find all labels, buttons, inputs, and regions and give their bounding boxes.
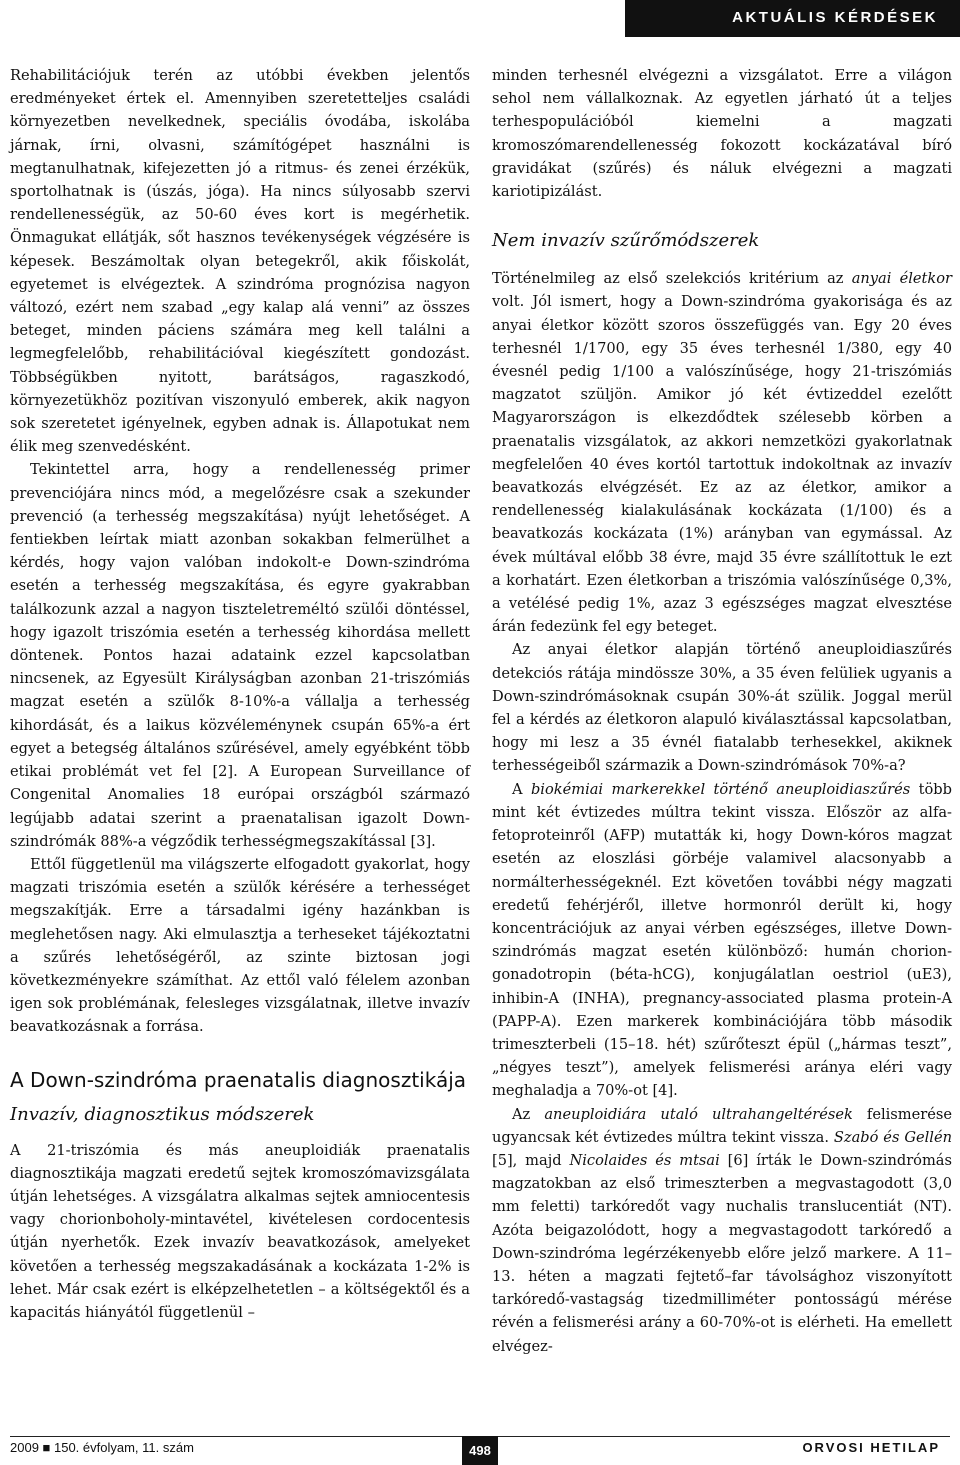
paragraph — [492, 1103, 952, 1358]
section-label: AKTUÁLIS KÉRDÉSEK — [732, 9, 938, 26]
text-run: több mint két évtizedes múltra tekint vissza. Először az alfa-fetoproteinről (AFP) mutatták ki, hogy Down-kóros magzat esetén az eloszlási görbéje valamivel alacsonyabb a normálterhességeknél. Ezt követően további négy magzati eredetű fehérjéről, illetve hormonról derült ki, hogy koncentrációjuk az anyai vérben egészséges, illetve Down-szindrómás magzat esetén különböző: humán chorion-gonadotropin (béta-hCG), konjugálatlan oestriol (uE3), inhibin-A (INHA), pregnancy-associated plasma protein-A (PAPP-A). Ezen markerek kombinációjára több második trimeszterbeli (15–18. hét) szűrőteszt épül („hármas teszt”, „négyes teszt”), amelyek felismerési aránya eléri vagy meghaladja a 70%-ot [4]. — [492, 780, 952, 1100]
paragraph — [492, 267, 952, 638]
text-run: A — [512, 780, 531, 798]
paragraph: Az anyai életkor alapján történő aneuploidiaszűrés detekciós rátája mindössze 30%, a 35 éven felüliek ugyanis a Down-szindrómásoknak csupán 30%-át szülik. Joggal merül fel a kérdés az életkoron alapuló kiválasztással kapcsolatban, hogy mi lesz a 35 évnél fiatalabb terhesekkel, akiknek terhességeiből származik a Down-szindrómások 70%-a? — [492, 641, 952, 775]
left-column — [10, 64, 470, 1324]
paragraph — [492, 778, 952, 1103]
issue-info: 2009 ■ 150. évfolyam, 11. szám — [10, 1440, 194, 1455]
paragraph: Tekintettel arra, hogy a rendellenesség primer prevenciójára nincs mód, a megelőzésre csak a szekunder prevenció (a terhesség megszakítása) nyújt lehetőséget. A fentiekben leírtak miatt azonban sokakban felmerülhet a kérdés, hogy vajon valóban indokolt-e Down-szindróma esetén a terhesség megszakítása, és egyre gyakrabban találkozunk azzal a nagyon tiszteletreméltó szülői döntéssel, hogy igazolt triszómia esetén a terhesség kihordása mellett döntenek. Pontos hazai adataink ezzel kapcsolatban nincsenek, az Egyesült Királyságban azonban 21-triszómiás magzat esetén a szülők 8-10%-a vállalja a terhesség kihordását, és a laikus közvéleménynek csupán 65%-a ért egyet a betegség általános szűrésével, amely egyébként több etikai problémát vet fel [2]. A European Surveillance of Congenital Anomalies 18 európai országból származó legújabb adatai szerint a praenatalisan igazolt Down-szindrómák 88%-a végződik terhességmegszakítással [3]. — [10, 461, 470, 850]
text-run: [5], majd — [492, 1151, 570, 1169]
paragraph: A 21-triszómia és más aneuploidiák praenatalis diagnosztikája magzati eredetű sejtek kromoszómavizsgálata útján lehetséges. A vizsgálatra alkalmas sejtek amniocentesis vagy chorionboholy-mintavétel, kivételesen cordocentesis útján nyerhetők. Ezek invazív beavatkozások, amelyeket követően a terhesség megszakadásának a kockázata 1-2% is lehet. Már csak ezért is elképzelhetetlen – a költségektől és a kapacitás hiányától függetlenül – — [10, 1141, 470, 1321]
section-heading: A Down-szindróma praenatalis diagnosztikája — [10, 1067, 467, 1092]
right-column — [492, 64, 952, 1358]
text-run: [6] írták le Down-szindrómás magzatokban az első trimeszterben a megvastagodott (3,0 mm feletti) tarkóredőt vagy nuchalis translucentiát (NT). Azóta beigazolódott, hogy a megvastagodott tarkóredő a Down-szindróma legérzékenyebb előre jelző markere. A 11–13. héten a magzati fejtető–far távolsághoz viszonyított tarkóredő-vastagság tizedmilliméter pontosságú mérése révén a felismerési arány a 60-70%-ot is elérheti. Ha emellett elvégez- — [492, 1151, 952, 1355]
subsection-heading: Nem invazív szűrőmódszerek — [492, 230, 760, 252]
text-run: volt. Jól ismert, hogy a Down-szindróma gyakorisága és az anyai életkor között szoros összefüggés van. Egy 20 éves terhesnél 1/1700, egy 35 éves terhesnél 1/380, egy 40 évesnél pedig 1/100 a valószínűsége, hogy 21-triszómiás magzatot szüljön. Amikor jó két évtizeddel ezelőtt Magyarországon is elkezdődtek szélesebb körben a praenatalis vizsgálatok, az akkori nemzetközi gyakorlatnak megfelelően 40 éves kortól tartottuk indokoltnak az invazív beavatkozás elvégzését. Ez az az életkor, amikor a rendellenesség kialakulásának kockázata (1/100) és a beavatkozás kockázata (1%) arányban van egymással. Az évek múltával előbb 38 évre, majd 35 évre szállítottuk le ezt a korhatárt. Ezen életkorban a triszómia valószínűsége 0,3%, a vetélésé pedig 1%, azaz 3 egészséges magzat elvesztése árán fedezünk fel egy beteget. — [492, 293, 952, 636]
paragraph: Rehabilitációjuk terén az utóbbi években jelentős eredményeket értek el. Amennyiben szeretetteljes családi környezetben nevelkednek, speciális óvodába, iskolába járnak, írni, olvasni, számítógépet használni is megtanulhatnak, kifejezetten jó a ritmus- és zenei érzékük, sportolhatnak is (úszás, jóga). Ha nincs súlyosabb szervi rendellenességük, az 50-60 éves kort is megérhetik. Önmagukat ellátják, sőt hasznos tevékenységek végzésére is képesek. Beszámoltak olyan betegekről, akik főiskolát, egyetemet is elvégeztek. A szindróma prognózisa nagyon változó, ezért nem szabad „egy kalap alá venni” az összes beteget, minden páciens számára meg kell találni a legmegfelelőbb, rehabilitációval kiegészített gondozást. Többségükben nyitott, barátságos, ragaszkodó, környezetükhöz pozitívan viszonyuló emberek, akik nagyon sok szeretetet igényelnek, egyben adnak is. Állapotukat nem élik meg szenvedésként. — [10, 67, 470, 456]
paragraph: Ettől függetlenül ma világszerte elfogadott gyakorlat, hogy magzati triszómia esetén a szülők kérésére a terhességet megszakítják. Erre a társadalmi igény hazánkban is meglehetősen nagy. Aki elmulasztja a terheseket tájékoztatni a szűrés lehetőségéről, az szinte biztosan jogi következményekre számíthat. Az ettől való félelem azonban igen sok problémának, felesleges vizsgálatnak, illetve invazív beavatkozásnak a forrása. — [10, 855, 470, 1036]
emphasis: aneuploidiára utaló ultrahangeltérések — [544, 1105, 853, 1123]
subsection-heading: Invazív, diagnosztikus módszerek — [10, 1103, 315, 1125]
emphasis: Nicolaides és mtsai — [569, 1151, 720, 1169]
emphasis: anyai életkor — [851, 270, 952, 288]
text-run: Az — [512, 1105, 545, 1123]
paragraph: minden terhesnél elvégezni a vizsgálatot. Erre a világon sehol nem vállalkoznak. Az egyetlen járható út a teljes terhespopulációból kiemelni a magzati kromoszómarendellenesség fokozott kockázatával bíró gravidákat (szűrés) és náluk elvégezni a magzati kariotipizálást. — [492, 67, 952, 201]
text-run: felismerése ugyancsak két évtizedes múltra tekint vissza. — [492, 1105, 952, 1146]
emphasis: biokémiai markerekkel történő aneuploidiaszűrés — [530, 780, 911, 798]
page-number: 498 — [462, 1436, 498, 1465]
journal-name: ORVOSI HETILAP — [802, 1440, 940, 1455]
text-run: Történelmileg az első szelekciós kritérium az — [492, 270, 852, 288]
section-header-band — [625, 0, 960, 37]
emphasis: Szabó és Gellén — [833, 1128, 952, 1146]
